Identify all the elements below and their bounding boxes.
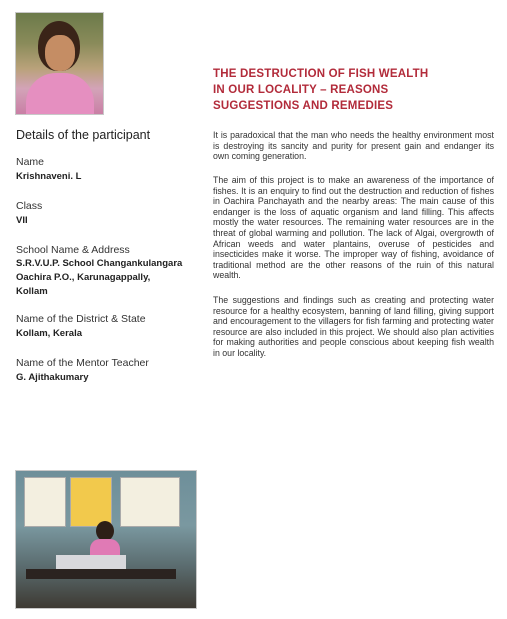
class-value: VII <box>16 215 28 226</box>
mentor-label: Name of the Mentor Teacher <box>16 357 149 369</box>
school-line-3: Kollam <box>16 286 48 297</box>
district-value: Kollam, Kerala <box>16 328 82 339</box>
article-paragraph-1: It is paradoxical that the man who needs the healthy environment most is destroying its sancity and purity for present gain and endanger its own coming generation. <box>213 130 494 162</box>
presentation-photo <box>15 470 197 609</box>
title-line-3: SUGGESTIONS AND REMEDIES <box>213 100 394 112</box>
article-title <box>213 66 473 114</box>
title-line-1: THE DESTRUCTION OF FISH WEALTH <box>213 68 429 80</box>
school-label: School Name & Address <box>16 244 130 256</box>
mentor-value: G. Ajithakumary <box>16 372 89 383</box>
photo-table-cloth <box>56 555 126 569</box>
article-paragraph-2: The aim of this project is to make an awareness of the importance of fishes. It is an enquiry to find out the destruction and reduction of fishes in Oachira Panchayath and the nearby areas: The main cause of this endanger is the loss of aquatic organism and land filling. This affects mostly the water resources. The remaining water resources are in the threat of global warming and pollution. The lack of Algai, overgrowth of African weeds and water plantains, overuse of pesticides and insecticides make it worse. The improper way of fishing, avoidance of traditional method are the other reasons of the ruin of this natural wealth. <box>213 175 494 281</box>
article-paragraph-3: The suggestions and findings such as creating and protecting water resource for a healthy ecosystem, banning of land filling, giving support and encouragement to the villagers for fish farming and protecting water resource are also included in this project. We should also plan activities for making authorities and people conscious about keeping fish wealth in our locality. <box>213 295 494 358</box>
participant-photo <box>15 12 104 115</box>
details-heading: Details of the participant <box>16 128 151 142</box>
class-label: Class <box>16 200 43 212</box>
photo-chart-board <box>70 477 112 527</box>
name-value: Krishnaveni. L <box>16 171 82 182</box>
school-line-1: S.R.V.U.P. School Changankulangara <box>16 258 183 269</box>
school-line-2: Oachira P.O., Karunagappally, <box>16 272 151 283</box>
photo-chart-board <box>120 477 180 527</box>
photo-chart-board <box>24 477 66 527</box>
photo-face <box>45 35 75 71</box>
name-label: Name <box>16 156 45 168</box>
photo-girl-head <box>96 521 114 541</box>
title-line-2: IN OUR LOCALITY – REASONS <box>213 84 389 96</box>
photo-table <box>26 569 176 579</box>
photo-dress <box>26 73 94 115</box>
district-label: Name of the District & State <box>16 313 146 325</box>
